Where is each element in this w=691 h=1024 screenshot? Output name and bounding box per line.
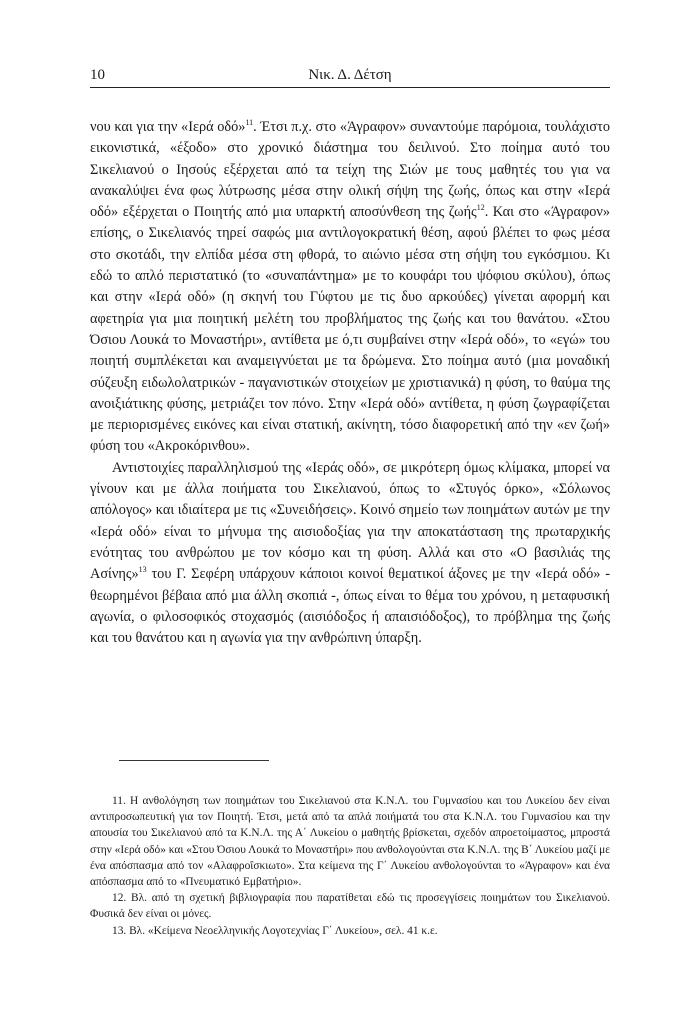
- text-run: . Και στο «Άγραφον» επίσης, ο Σικελιανός τηρεί σαφώς μια αντιλογοκρατική θέση, αφού βλέπει το φως μέσα στο σκοτάδι, την ελπίδα μέσα στη φθορά, το αιώνιο μέσα στη σήψη του εγκόσμιου. Κι εδώ το απλό περιστατικό (το «συναπάντημα» με το κουφάρι του ψόφιου σκύλου), όπως και στην «Ιερά οδό» (η σκηνή του Γύφτου με τις δυο αρκούδες) γίνεται αφορμή και αφετηρία για μια ποιητική μελέτη του προβλήματος της ζωής και του θανάτου. «Στου Όσιου Λουκά το Μοναστήρι», αντίθετα με ό,τι συμβαίνει στην «Ιερά οδό», το «εγώ» του ποιητή συμπλέκεται και αναμειγνύεται με τα δρώμενα. Στο ποίημα αυτό (μια μοναδική σύζευξη ειδωλολατρικών - παγανιστικών στοιχείων με χριστιανικά) η φύση, το θαύμα της ανοιξιάτικης φύσης, μετριάζει τον πόνο. Στην «Ιερά οδό» αντίθετα, η φύση ζωγραφίζεται με περιορισμένες εικόνες και είναι στατική, ακίνητη, τόσο διαφορετική από την «εν ζωή» φύση του «Ακροκόρινθου».: [90, 204, 610, 455]
- footnote-ref: 13: [138, 565, 147, 575]
- page-number: 10: [90, 67, 105, 83]
- paragraph: [90, 458, 610, 650]
- footnote-rule: [119, 760, 269, 761]
- text-run: . Έτσι π.χ. στο «Άγραφον» συναντούμε παρόμοια, τουλάχιστο εικονιστικά, «έξοδο» στο χρονικό διάστημα του δειλινού. Στο ποίημα αυτό του Σικελιανού ο Ιησούς εξέρχεται από τα τείχη της Σιών με τους μαθητές του για να ανακαλύψει ένα φως λύτρωσης μέσα στην ολική σήψη της ζωής, όπως και στην «Ιερά οδό» εξέρχεται ο Ποιητής από μια υπαρκτή αποσύνθεση της ζωής: [90, 119, 610, 221]
- footnote-ref: 11: [245, 118, 254, 128]
- text-run: του Γ. Σεφέρη υπάρχουν κάποιοι κοινοί θεματικοί άξονες με την «Ιερά οδό» - θεωρημένοι βέβαια από μια άλλη σκοπιά -, όπως είναι το θέμα του χρόνου, η μεταφυσική αγωνία, ο φιλοσοφικός στοχασμός (αισιόδοξος ή απαισιόδοξος), το πρόβλημα της ζωής και του θανάτου και η αγωνία για την ανθρώπινη ύπαρξη.: [90, 566, 610, 647]
- footnote: 11. Η ανθολόγηση των ποιημάτων του Σικελιανού στα Κ.Ν.Λ. του Γυμνασίου και του Λυκείου δεν είναι αντιπροσωπευτική για τον Ποιητή. Έτσι, μετά από τα απλά ποιήματά του στα Κ.Ν.Λ. του Γυμνασίου και την απουσία του Σικελιανού από τα Κ.Ν.Λ. της Α΄ Λυκείου ο μαθητής βρίσκεται, σχεδόν απροετοίμαστος, μπροστά στην «Ιερά οδό» και «Στου Όσιου Λουκά το Μοναστήρι» που ανθολογούνται στα Κ.Ν.Λ. της Β΄ Λυκείου μαζί με ένα απόσπασμα από τον «Αλαφροΐσκιωτο». Στα κείμενα της Γ΄ Λυκείου ανθολογούνται το «Άγραφον» και ένα απόσπασμα από το «Πνευματικό Εμβατήριο».: [90, 795, 611, 889]
- footnotes: [90, 793, 610, 939]
- text-run: νου και για την «Ιερά οδό»: [90, 119, 246, 135]
- header-rule: [90, 87, 610, 88]
- footnote: 12. Βλ. από τη σχετική βιβλιογραφία που παρατίθεται εδώ τις προσεγγίσεις ποιημάτων του Σικελιανού. Φυσικά δεν είναι οι μόνες.: [90, 892, 610, 921]
- footnote-ref: 12: [476, 203, 485, 213]
- running-head: Νικ. Δ. Δέτση: [308, 67, 392, 83]
- body-text: [90, 117, 610, 649]
- paragraph: [90, 117, 610, 458]
- text-run: Αντιστοιχίες παραλληλισμού της «Ιεράς οδό», σε μικρότερη όμως κλίμακα, μπορεί να γίνουν και με άλλα ποιήματα του Σικελιανού, όπως το «Στυγός όρκο», «Σόλωνος απόλογος» και ιδιαίτερα με τις «Συνειδήσεις». Κοινό σημείο των ποιημάτων αυτών με την «Ιερά οδό» είναι το μήνυμα της αισιοδοξίας για την αποκατάσταση της πρωταρχικής ενότητας του ανθρώπου με τον κόσμο και τη φύση. Αλλά και στο «Ο βασιλιάς της Ασίνης»: [90, 459, 611, 583]
- footnote: 13. Βλ. «Κείμενα Νεοελληνικής Λογοτεχνίας Γ΄ Λυκείου», σελ. 41 κ.ε.: [112, 924, 438, 937]
